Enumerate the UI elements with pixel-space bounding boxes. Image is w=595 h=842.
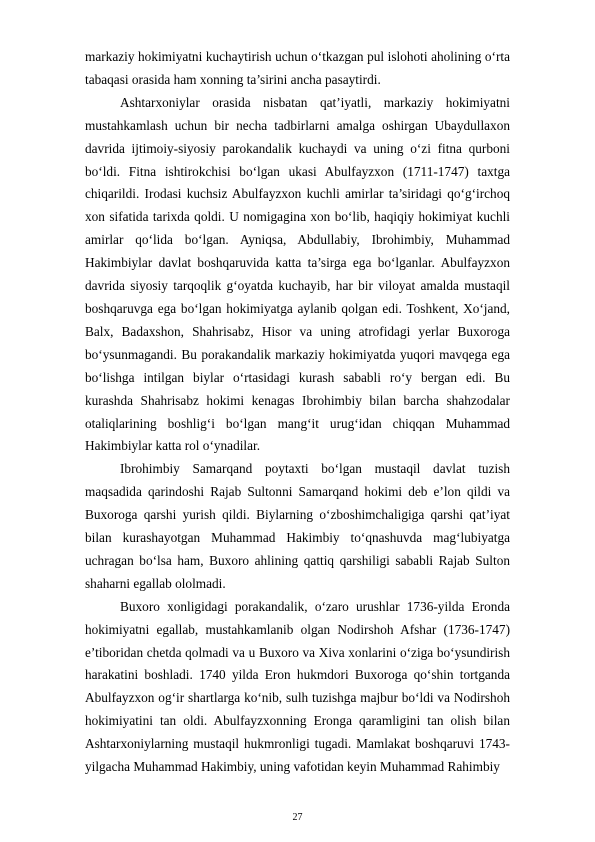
document-page xyxy=(85,46,510,779)
page-number: 27 xyxy=(292,812,303,823)
paragraph-3: Ibrohimbiy Samarqand poytaxti bo‘lgan mustaqil davlat tuzish maqsadida qarindoshi Rajab Sultonni Samarqand hokimi deb e’lon qildi va Buxoroga qarshi yurish qildi. Biylarning o‘zboshimchaligiga qarshi qat’iyat bilan kurashayotgan Muhammad Hakimbiy to‘qnashuvda mag‘lubiyatga uchragan bo‘lsa ham, Buxoro ahlining qattiq qarshiligi sababli Rajab Sulton shaharni egallab ololmadi. xyxy=(85,461,510,591)
paragraph-1: markaziy hokimiyatni kuchaytirish uchun o‘tkazgan pul islohoti aholining o‘rta tabaqasi orasida ham xonning ta’sirini ancha pasaytirdi. xyxy=(85,49,510,87)
paragraph-2: Ashtarxoniylar orasida nisbatan qat’iyatli, markaziy hokimiyatni mustahkamlash uchun bir necha tadbirlarni amalga oshirgan Ubaydullaxon davrida ijtimoiy-siyosiy parokandalik kuchaydi va uning o‘zi fitna qurboni bo‘ldi. Fitna ishtirokchisi bo‘lgan ukasi Abulfayzxon (1711-1747) taxtga chiqarildi. Irodasi kuchsiz Abulfayzxon kuchli amirlar ta’siridagi qo‘g‘irchoq xon sifatida tarixda qoldi. U nomigagina xon bo‘lib, haqiqiy hokimiyat kuchli amirlar qo‘lida bo‘lgan. Ayniqsa, Abdullabiy, Ibrohimbiy, Muhammad Hakimbiylar davlat boshqaruvida katta ta’sirga ega bo‘lganlar. Abulfayzxon davrida siyosiy tarqoqlik g‘oyatda kuchayib, har bir viloyat amalda mustaqil boshqaruvga ega bo‘lgan hokimiyatga aylanib qolgan edi. Toshkent, Xo‘jand, Balx, Badaxshon, Shahrisabz, Hisor va uning atrofidagi yerlar Buxoroga bo‘ysunmagandi. Bu porakandalik markaziy hokimiyatda yuqori mavqega ega bo‘lishga intilgan biylar o‘rtasidagi kurash sababli ro‘y bergan edi. Bu kurashda Shahrisabz hokimi kenagas Ibrohimbiy bilan barcha shahzodalar otaliqlarining boshlig‘i bo‘lgan mang‘it urug‘idan chiqqan Muhammad Hakimbiylar katta rol o‘ynadilar. xyxy=(85,94,510,454)
paragraph-4: Buxoro xonligidagi porakandalik, o‘zaro urushlar 1736-yilda Eronda hokimiyatni egallab, mustahkamlanib olgan Nodirshoh Afshar (1736-1747) e’tiboridan chetda qolmadi va u Buxoro va Xiva xonlarini o‘ziga bo‘ysundirish harakatini boshladi. 1740 yilda Eron hukmdori Buxoroga qo‘shin tortganda Abulfayzxon og‘ir shartlarga ko‘nib, sulh tuzishga majbur bo‘ldi va Nodirshoh hokimiyatini tan oldi. Abulfayzxonning Eronga qaramligini tan olish bilan Ashtarxoniylarning mustaqil hukmronligi tugadi. Mamlakat boshqaruvi 1743-yilgacha Muhammad Hakimbiy, uning vafotidan keyin Muhammad Rahimbiy xyxy=(85,598,510,775)
